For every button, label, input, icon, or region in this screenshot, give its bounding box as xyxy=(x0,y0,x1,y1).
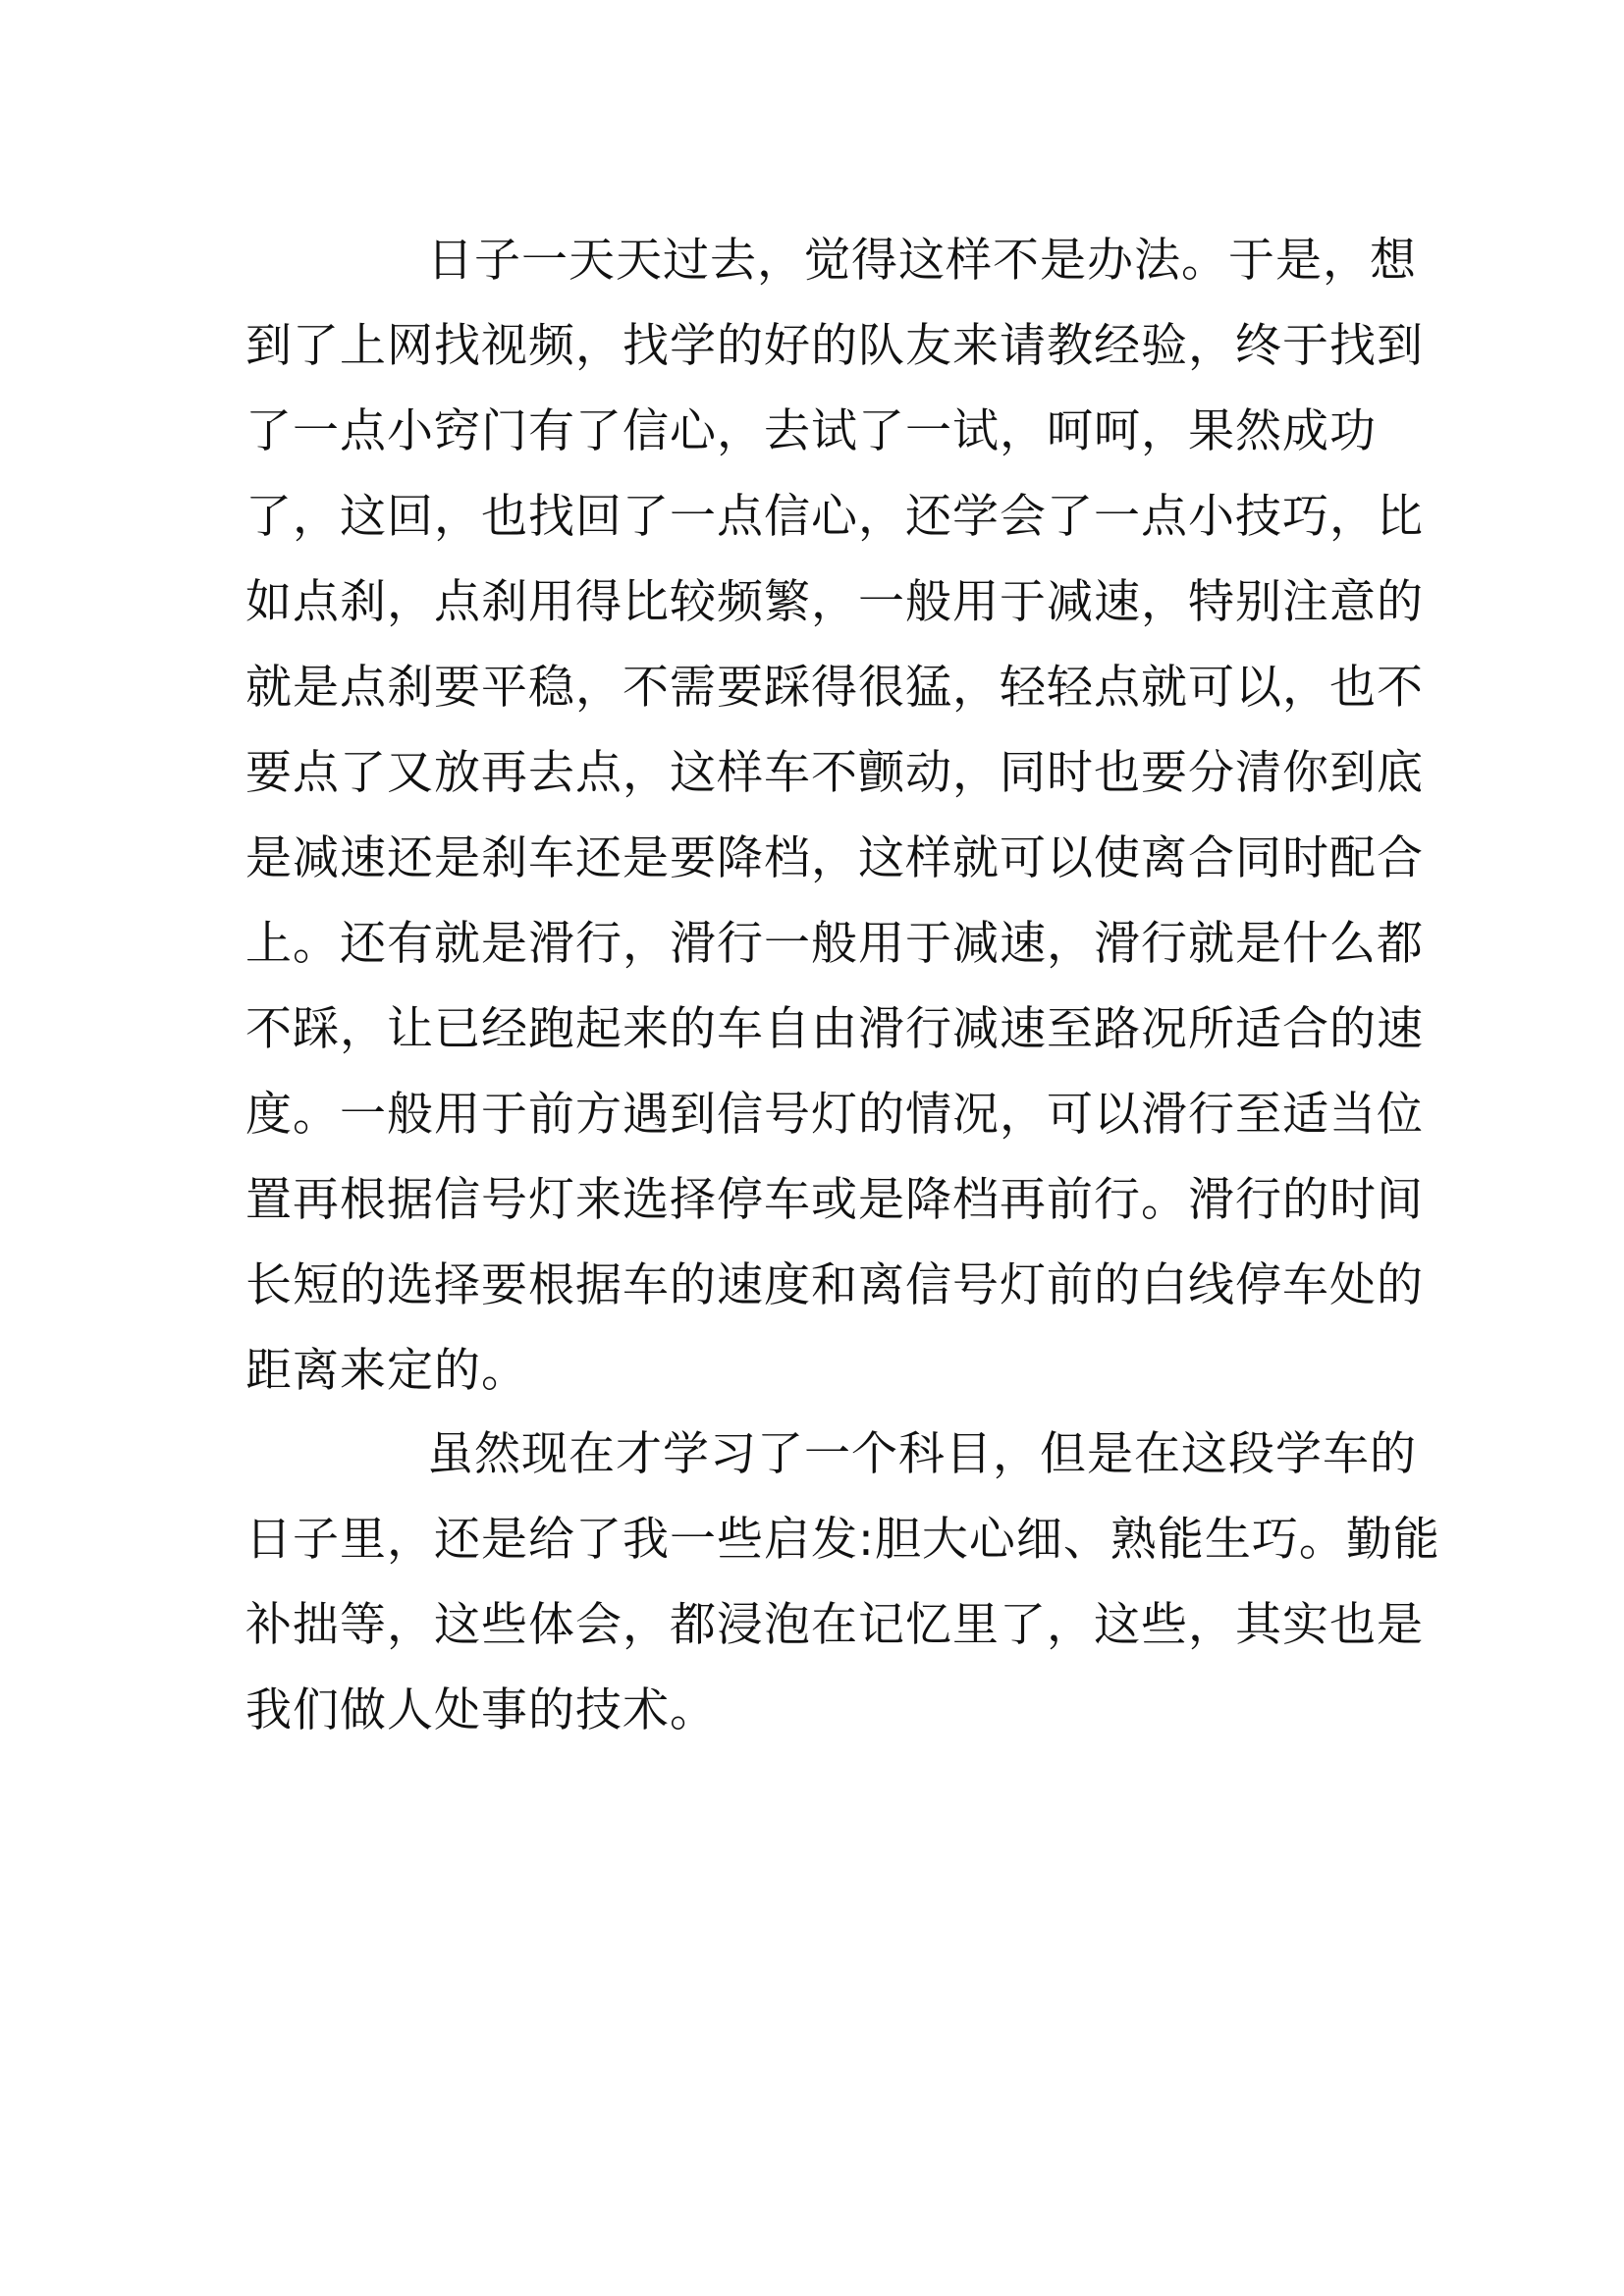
paragraph-line: 不踩，让已经跑起来的车自由滑行减速至路况所适合的速 xyxy=(245,1002,1424,1056)
paragraph-line: 了一点小窍门有了信心，去试了一试，呵呵，果然成功 xyxy=(245,404,1377,458)
paragraph-line: 日子一天天过去，觉得这样不是办法。于是，想 xyxy=(427,234,1417,288)
paragraph-line: 虽然现在才学习了一个科目，但是在这段学车的 xyxy=(427,1427,1417,1481)
paragraph-line: 就是点刹要平稳，不需要踩得很猛，轻轻点就可以，也不 xyxy=(245,661,1424,715)
paragraph-line: 距离来定的。 xyxy=(245,1344,528,1398)
paragraph-line: 长短的选择要根据车的速度和离信号灯前的白线停车处的 xyxy=(245,1258,1424,1312)
paragraph-line: 是减速还是刹车还是要降档，这样就可以使离合同时配合 xyxy=(245,831,1424,885)
paragraph-line: 我们做人处事的技术。 xyxy=(245,1683,717,1737)
paragraph-line: 置再根据信号灯来选择停车或是降档再前行。滑行的时间 xyxy=(245,1173,1424,1227)
paragraph-line: 如点刹，点刹用得比较频繁，一般用于减速，特别注意的 xyxy=(245,575,1424,629)
paragraph-line: 度。一般用于前方遇到信号灯的情况，可以滑行至适当位 xyxy=(245,1088,1424,1142)
paragraph-1 xyxy=(245,218,1424,1414)
paragraph-2 xyxy=(245,1412,1440,1753)
paragraph-line: 日子里，还是给了我一些启发:胆大心细、熟能生巧。勤能 xyxy=(245,1513,1440,1567)
paragraph-line: 到了上网找视频，找学的好的队友来请教经验，终于找到 xyxy=(245,319,1424,373)
paragraph-line: 要点了又放再去点，这样车不颤动，同时也要分清你到底 xyxy=(245,746,1424,800)
paragraph-line: 上。还有就是滑行，滑行一般用于减速，滑行就是什么都 xyxy=(245,917,1424,971)
paragraph-line: 了，这回，也找回了一点信心，还学会了一点小技巧，比 xyxy=(245,490,1424,544)
paragraph-line: 补拙等，这些体会，都浸泡在记忆里了，这些，其实也是 xyxy=(245,1598,1424,1652)
